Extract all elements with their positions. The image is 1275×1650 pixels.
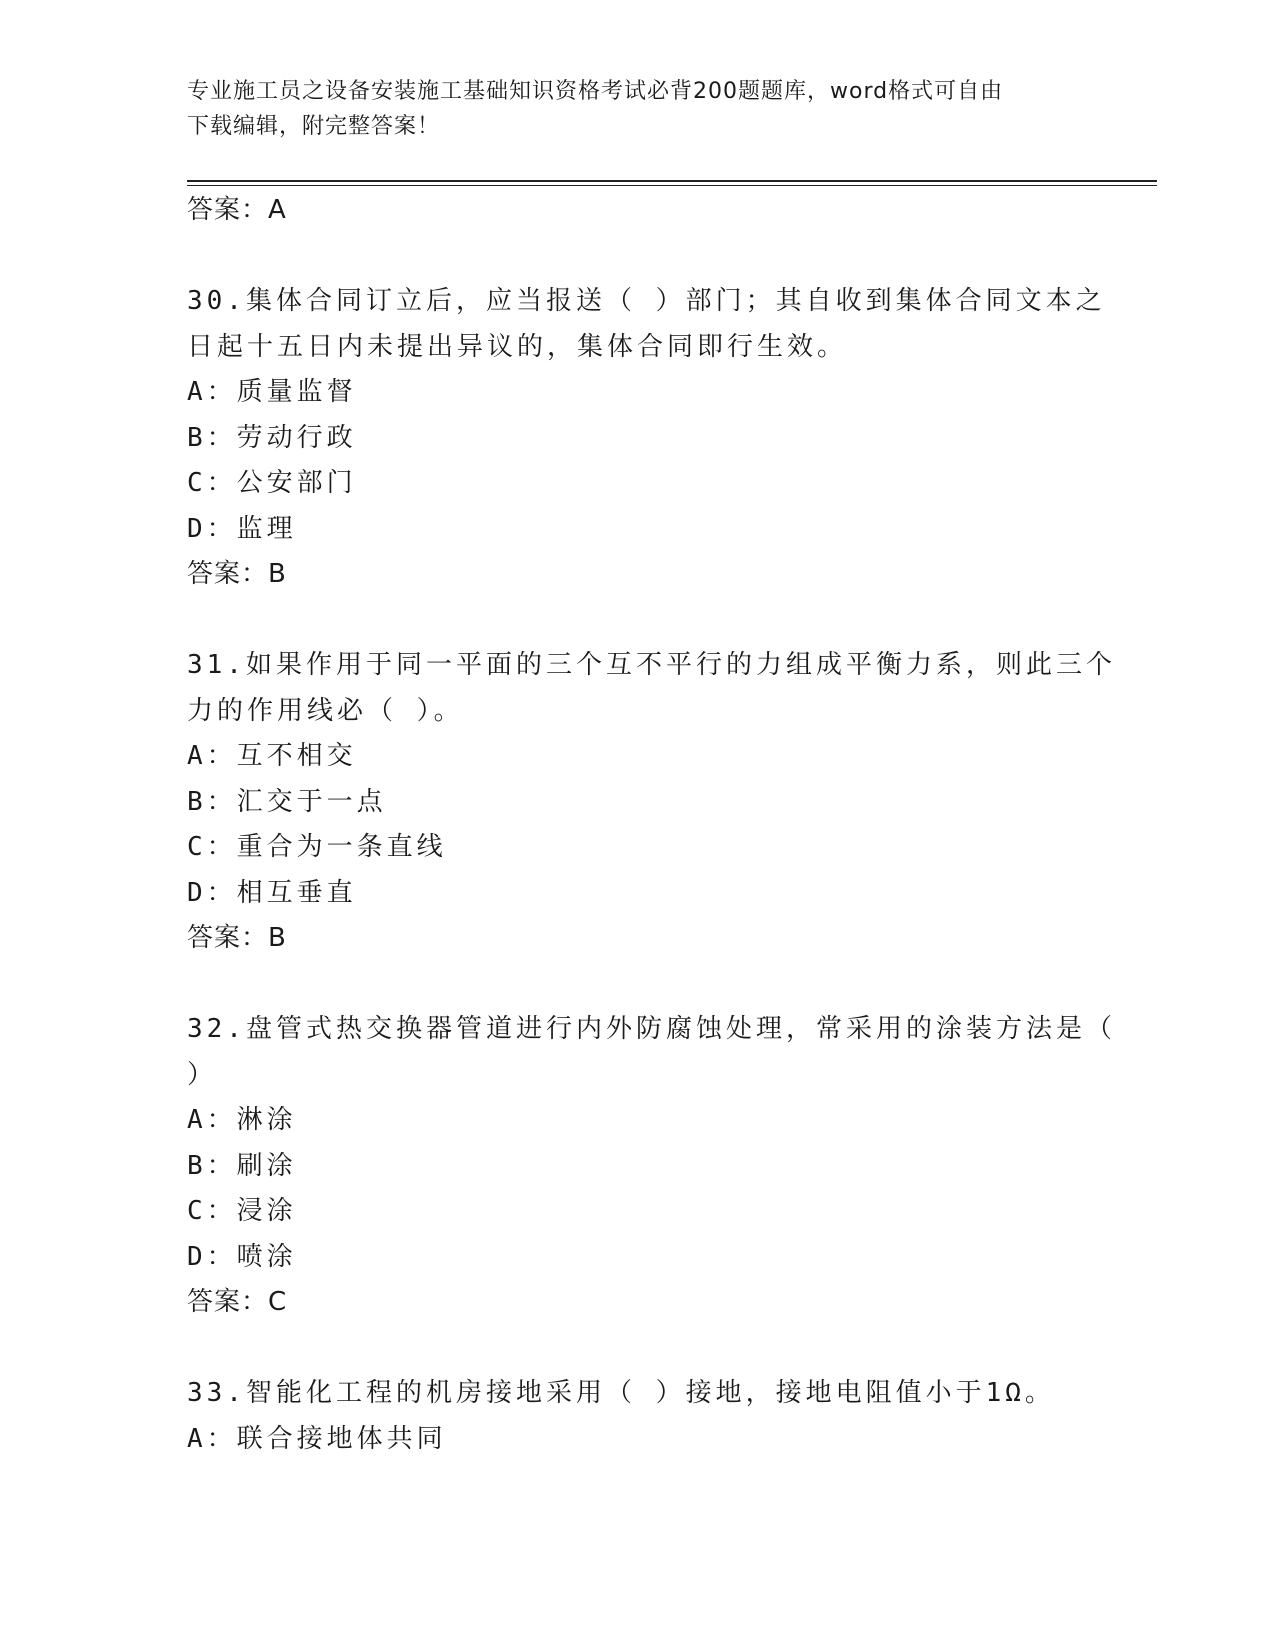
option-d: D：监理	[187, 513, 297, 544]
header-line-2: 下载编辑，附完整答案！	[187, 114, 441, 139]
spacer	[187, 234, 1087, 280]
header-divider-thick	[187, 180, 1157, 182]
question-32	[187, 1007, 1116, 1326]
answer: 答案：B	[187, 559, 287, 589]
spacer	[187, 962, 1087, 1008]
option-c: C：重合为一条直线	[187, 832, 447, 862]
question-stem: 32.盘管式热交换器管道进行内外防腐蚀处理，常采用的涂装方法是（	[187, 1014, 1116, 1044]
option-b: B：刷涂	[187, 1150, 297, 1181]
question-stem: 30.集体合同订立后，应当报送（ ）部门；其自收到集体合同文本之	[187, 286, 1106, 316]
question-stem: 力的作用线必（ ）。	[187, 695, 464, 726]
option-a: A：淋涂	[187, 1105, 297, 1135]
spacer	[187, 1326, 1087, 1372]
question-list	[187, 188, 1116, 1462]
option-b: B：劳动行政	[187, 422, 357, 453]
spacer	[187, 598, 1087, 644]
question-31	[187, 643, 1116, 962]
question-stem: 33.智能化工程的机房接地采用（ ）接地，接地电阻值小于1Ω。	[187, 1378, 1055, 1408]
answer: 答案：B	[187, 923, 287, 953]
question-stem: ）	[187, 1059, 218, 1090]
header-divider-thin	[187, 185, 1157, 186]
answer: 答案：C	[187, 1287, 288, 1317]
question-30	[187, 279, 1106, 598]
option-a: A：质量监督	[187, 377, 357, 407]
document-header	[187, 74, 1087, 144]
option-c: C：浸涂	[187, 1196, 297, 1226]
option-d: D：喷涂	[187, 1241, 297, 1272]
option-d: D：相互垂直	[187, 877, 357, 908]
option-a: A：互不相交	[187, 741, 357, 771]
previous-answer: 答案：A	[187, 195, 287, 225]
option-b: B：汇交于一点	[187, 786, 387, 817]
header-line-1: 专业施工员之设备安装施工基础知识资格考试必背200题题库，word格式可自由	[187, 79, 1004, 104]
option-a: A：联合接地体共同	[187, 1423, 447, 1454]
question-stem: 日起十五日内未提出异议的，集体合同即行生效。	[187, 331, 848, 362]
option-c: C：公安部门	[187, 468, 357, 498]
question-33	[187, 1371, 1087, 1462]
question-stem: 31.如果作用于同一平面的三个互不平行的力组成平衡力系，则此三个	[187, 650, 1116, 680]
